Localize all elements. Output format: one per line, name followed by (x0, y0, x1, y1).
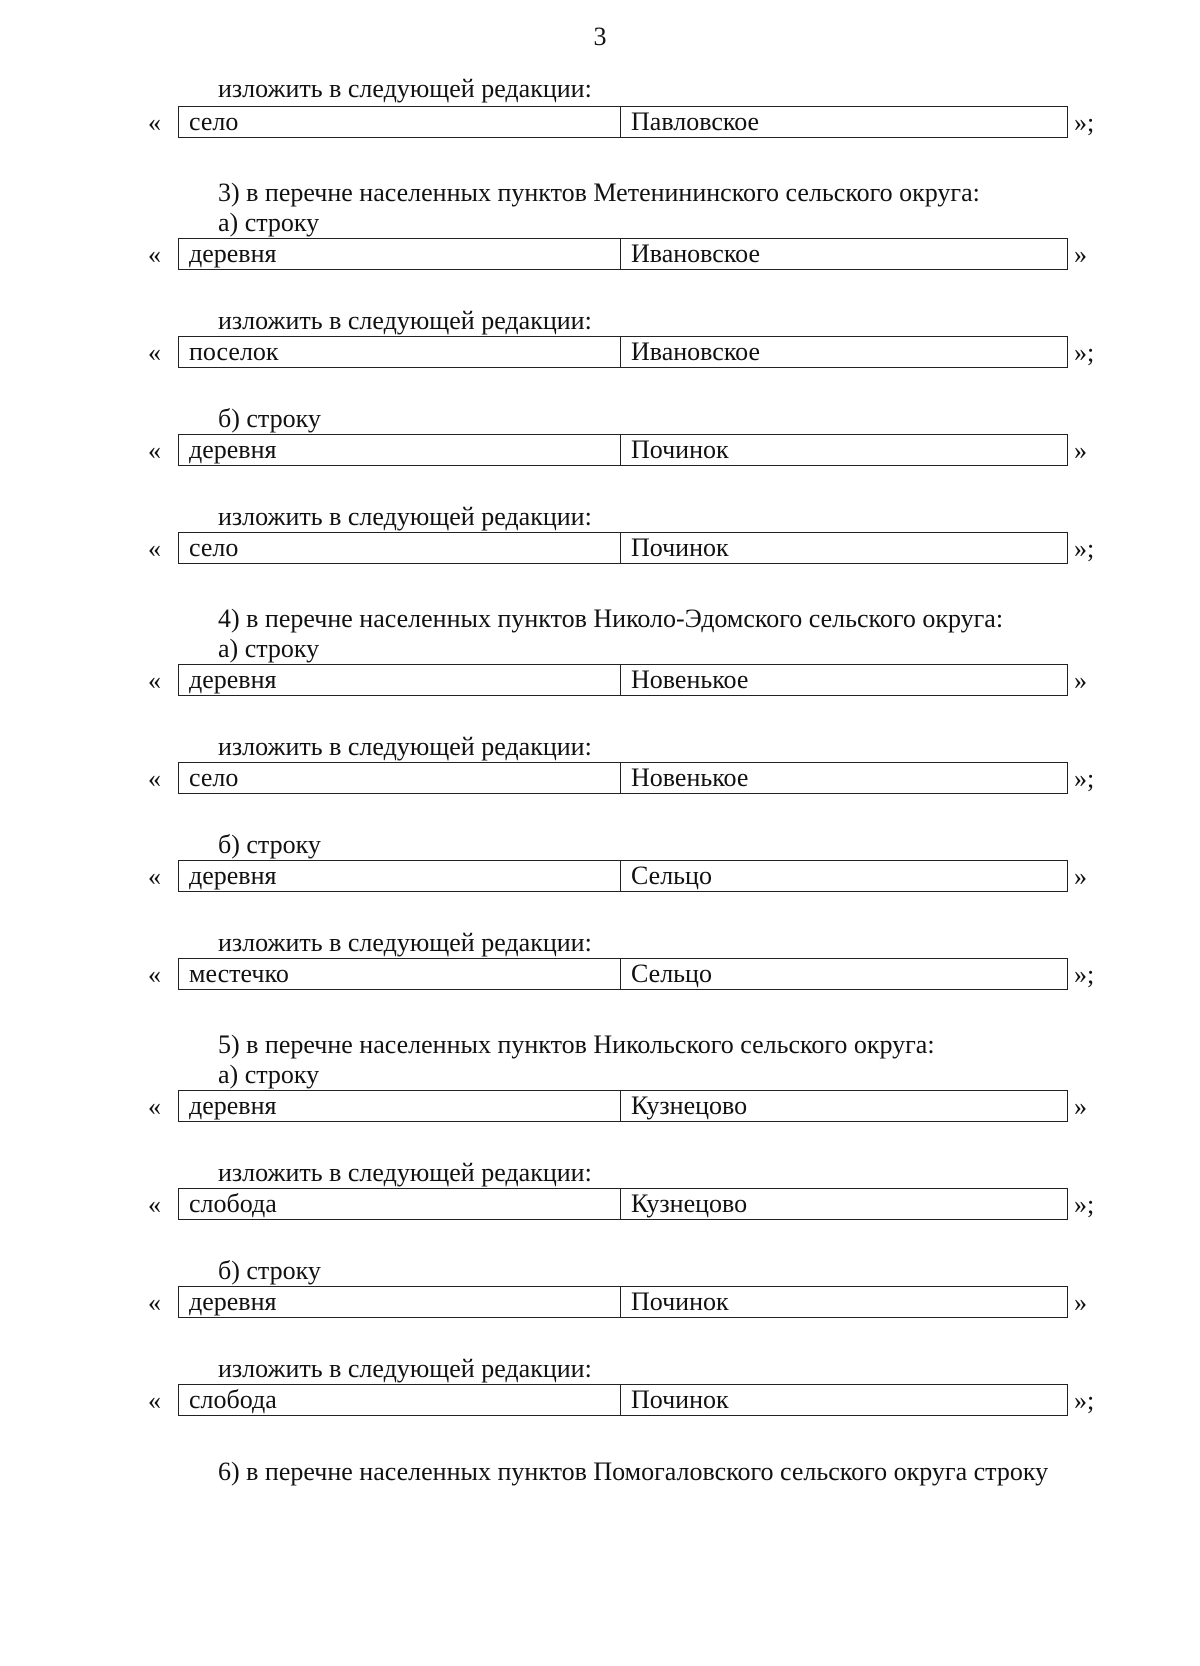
quote-open: « (148, 1386, 161, 1415)
quote-open: « (148, 960, 161, 989)
section-heading: 4) в перечне населенных пунктов Николо-Эдомского сельского округа: (218, 604, 1004, 633)
settlement-table-row (178, 958, 1068, 990)
quote-close: »; (1074, 108, 1095, 137)
quote-close: » (1074, 666, 1087, 695)
settlement-name-cell: Павловское (631, 107, 760, 136)
settlement-type-cell: село (179, 107, 621, 137)
row-label: а) строку (218, 208, 320, 237)
settlement-type-cell: деревня (179, 239, 621, 269)
row-label: б) строку (218, 830, 321, 859)
settlement-type-cell: деревня (179, 861, 621, 891)
quote-open: « (148, 240, 161, 269)
page-number: 3 (593, 22, 607, 51)
row-label: б) строку (218, 404, 321, 433)
settlement-name-cell: Сельцо (631, 861, 712, 890)
quote-close: »; (1074, 764, 1095, 793)
instruction-label: изложить в следующей редакции: (218, 306, 592, 335)
quote-open: « (148, 764, 161, 793)
settlement-name-cell: Ивановское (631, 239, 760, 268)
settlement-name-cell: Починок (631, 1287, 729, 1316)
settlement-type-cell: слобода (179, 1189, 621, 1219)
settlement-table-row (178, 336, 1068, 368)
quote-open: « (148, 862, 161, 891)
quote-close: »; (1074, 960, 1095, 989)
quote-open: « (148, 1288, 161, 1317)
settlement-type-cell: деревня (179, 1091, 621, 1121)
section-heading: 3) в перечне населенных пунктов Метенининского сельского округа: (218, 178, 980, 207)
settlement-name-cell: Починок (631, 435, 729, 464)
settlement-name-cell: Кузнецово (631, 1091, 748, 1120)
settlement-type-cell: поселок (179, 337, 621, 367)
final-paragraph: 6) в перечне населенных пунктов Помогаловского сельского округа строку (218, 1457, 1049, 1486)
instruction-label: изложить в следующей редакции: (218, 1354, 592, 1383)
settlement-name-cell: Новенькое (631, 665, 749, 694)
instruction-label: изложить в следующей редакции: (218, 502, 592, 531)
settlement-type-cell: село (179, 763, 621, 793)
quote-open: « (148, 108, 161, 137)
quote-close: »; (1074, 534, 1095, 563)
quote-open: « (148, 534, 161, 563)
settlement-table-row (178, 1090, 1068, 1122)
settlement-table-row (178, 106, 1068, 138)
quote-close: »; (1074, 338, 1095, 367)
quote-open: « (148, 666, 161, 695)
quote-close: » (1074, 240, 1087, 269)
settlement-type-cell: деревня (179, 1287, 621, 1317)
settlement-table-row (178, 762, 1068, 794)
settlement-table-row (178, 860, 1068, 892)
quote-close: » (1074, 436, 1087, 465)
quote-close: »; (1074, 1190, 1095, 1219)
settlement-table-row (178, 238, 1068, 270)
settlement-name-cell: Кузнецово (631, 1189, 748, 1218)
settlement-name-cell: Ивановское (631, 337, 760, 366)
row-label: а) строку (218, 1060, 320, 1089)
quote-open: « (148, 338, 161, 367)
settlement-type-cell: деревня (179, 435, 621, 465)
instruction-label: изложить в следующей редакции: (218, 74, 592, 103)
settlement-name-cell: Новенькое (631, 763, 749, 792)
quote-close: » (1074, 1092, 1087, 1121)
quote-close: »; (1074, 1386, 1095, 1415)
settlement-table-row (178, 1188, 1068, 1220)
section-heading: 5) в перечне населенных пунктов Никольского сельского округа: (218, 1030, 935, 1059)
quote-close: » (1074, 1288, 1087, 1317)
settlement-table-row (178, 532, 1068, 564)
instruction-label: изложить в следующей редакции: (218, 732, 592, 761)
settlement-type-cell: слобода (179, 1385, 621, 1415)
instruction-label: изложить в следующей редакции: (218, 1158, 592, 1187)
row-label: а) строку (218, 634, 320, 663)
quote-close: » (1074, 862, 1087, 891)
settlement-type-cell: местечко (179, 959, 621, 989)
settlement-name-cell: Починок (631, 533, 729, 562)
row-label: б) строку (218, 1256, 321, 1285)
settlement-table-row (178, 664, 1068, 696)
instruction-label: изложить в следующей редакции: (218, 928, 592, 957)
settlement-name-cell: Сельцо (631, 959, 712, 988)
settlement-type-cell: село (179, 533, 621, 563)
quote-open: « (148, 1190, 161, 1219)
settlement-type-cell: деревня (179, 665, 621, 695)
settlement-table-row (178, 1384, 1068, 1416)
settlement-name-cell: Починок (631, 1385, 729, 1414)
quote-open: « (148, 1092, 161, 1121)
settlement-table-row (178, 1286, 1068, 1318)
settlement-table-row (178, 434, 1068, 466)
quote-open: « (148, 436, 161, 465)
